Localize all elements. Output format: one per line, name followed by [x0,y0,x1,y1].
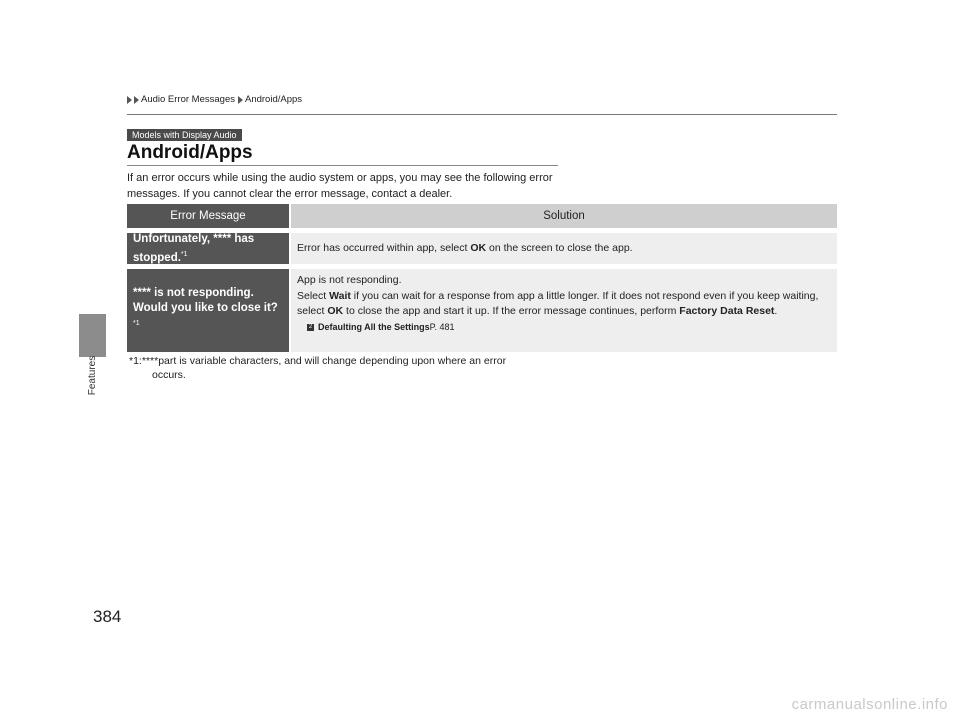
breadcrumb-arrow-icon [127,96,132,104]
factory-data-reset-keyword: Factory Data Reset [679,305,775,317]
breadcrumb-arrow-icon [134,96,139,104]
watermark: carmanualsonline.info [791,696,948,713]
error-message-cell [127,233,289,264]
section-tab-text: Features [87,355,98,395]
solution-text: if you can wait for a response from app a little longer. If it does not respond even if you keep waiting, select [297,289,819,317]
solution-text: on the screen to close the app. [486,241,633,254]
solution-cell [291,233,837,264]
ok-keyword: OK [470,241,487,254]
header-error-message: Error Message [127,204,289,228]
intro-paragraph: If an error occurs while using the audio system or apps, you may see the following error messages. If you cannot clear the error message, contact a dealer. [127,172,553,200]
solution-text: Error has occurred within app, select [297,241,471,254]
reference-page: P. 481 [429,321,455,332]
breadcrumb-item-android-apps[interactable]: Android/Apps [244,94,303,105]
footnote [129,354,569,382]
reference-arrow-icon: 2 [308,323,313,330]
solution-cell [291,269,837,352]
footnote-marker: *1 [180,250,188,258]
table-header [127,204,837,228]
ok-keyword: OK [327,305,344,317]
footnote-line: occurs. [152,369,186,381]
solution-text: . [774,305,778,317]
error-message-text: Unfortunately, **** has stopped. [133,232,255,264]
header-divider [127,114,837,115]
footnote-line: *1:****part is variable characters, and will change depending upon where an error [129,355,507,367]
cross-reference-link[interactable] [297,320,831,336]
table-row [127,269,837,352]
page-title: Android/Apps [127,142,253,163]
solution-text: Select [297,289,330,302]
footnote-marker: *1 [133,320,140,328]
error-message-cell [127,269,289,352]
solution-text: to close the app and start it up. If the error message continues, perform [343,305,680,317]
header-solution: Solution [291,204,837,228]
model-badge: Models with Display Audio [127,129,242,141]
table-row [127,233,837,264]
breadcrumb-arrow-icon [238,96,243,104]
solution-paragraph [297,289,831,320]
solution-line: App is not responding. [297,274,402,286]
error-table [127,204,837,352]
reference-label: Defaulting All the Settings [318,321,430,332]
section-tab-label [79,345,106,405]
breadcrumb-item-audio-error-messages[interactable]: Audio Error Messages [141,94,235,105]
error-message-text: **** is not responding. Would you like to close it? [133,287,278,315]
breadcrumb [127,94,305,105]
title-divider [127,165,558,166]
page-number: 384 [93,607,122,626]
wait-keyword: Wait [329,289,351,302]
